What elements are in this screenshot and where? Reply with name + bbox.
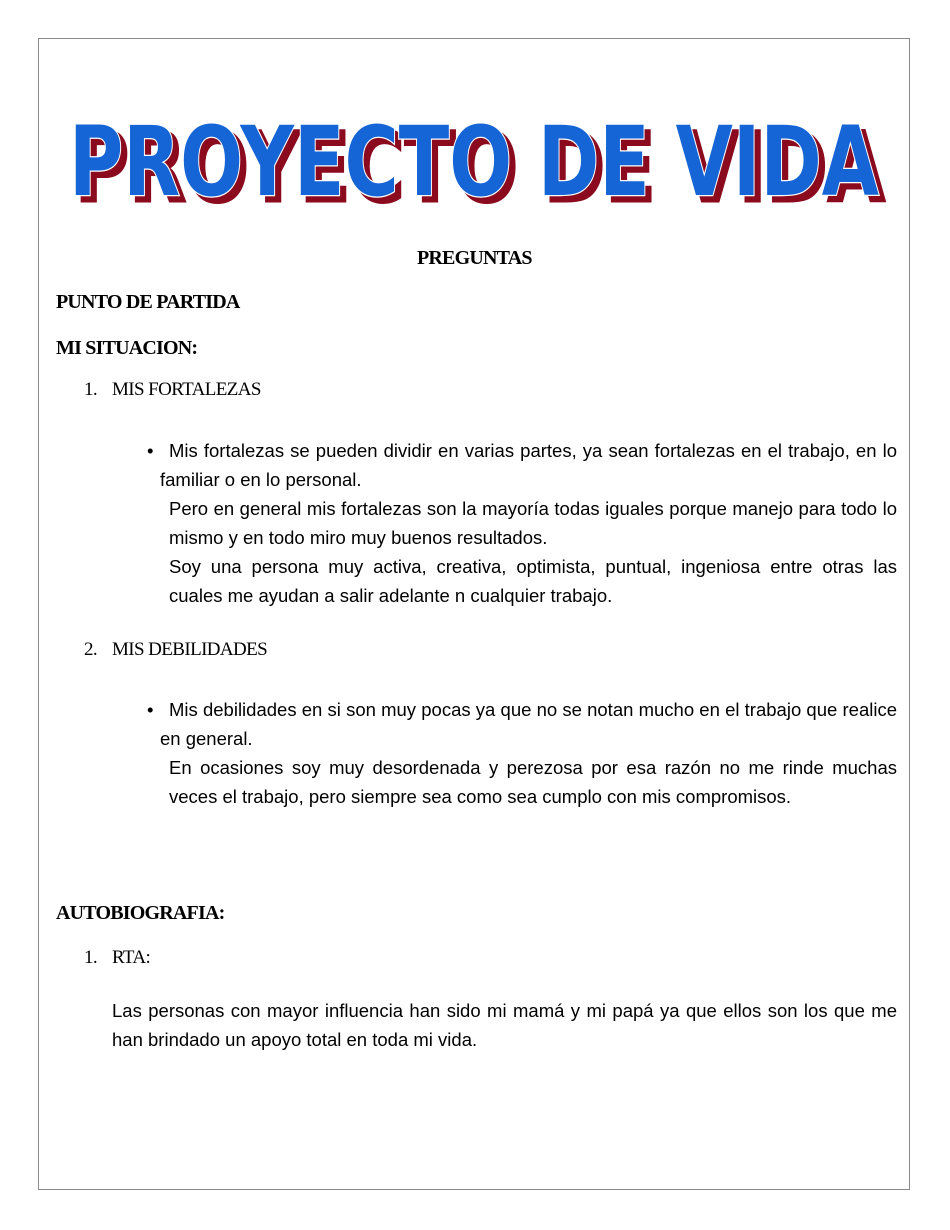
- heading-punto-de-partida: PUNTO DE PARTIDA: [56, 291, 240, 313]
- list-label: MIS DEBILIDADES: [112, 639, 268, 660]
- list-label: MIS FORTALEZAS: [112, 379, 261, 400]
- document-page: [38, 38, 910, 1190]
- bullet-dot: •: [147, 440, 154, 461]
- list-label: RTA:: [112, 947, 151, 968]
- heading-autobiografia: AUTOBIOGRAFIA:: [56, 902, 225, 924]
- paragraph: Mis debilidades en si son muy pocas ya que no se notan mucho en el trabajo que realice en general.: [160, 699, 897, 749]
- heading-mi-situacion: MI SITUACION:: [56, 337, 198, 359]
- list-number: 1.: [84, 379, 98, 400]
- bullet-dot: •: [147, 699, 154, 720]
- list-number: 1.: [84, 947, 98, 968]
- section-title: PREGUNTAS: [417, 247, 532, 269]
- paragraph: En ocasiones soy muy desordenada y perezosa por esa razón no me rinde muchas veces el trabajo, pero siempre sea como sea cumplo con mis compromisos.: [169, 757, 897, 807]
- list-item-fortalezas: [84, 379, 261, 401]
- paragraph: Soy una persona muy activa, creativa, optimista, puntual, ingeniosa entre otras las cuales me ayudan a salir adelante n cualquier trabajo.: [169, 556, 897, 606]
- bullet-debilidades: [147, 695, 897, 811]
- list-number: 2.: [84, 639, 98, 660]
- bullet-fortalezas: [147, 436, 897, 610]
- paragraph: Mis fortalezas se pueden dividir en varias partes, ya sean fortalezas en el trabajo, en lo familiar o en lo personal.: [160, 440, 897, 490]
- list-item-debilidades: [84, 639, 267, 661]
- paragraph: Pero en general mis fortalezas son la mayoría todas iguales porque manejo para todo lo mismo y en todo miro muy buenos resultados.: [169, 498, 897, 548]
- title-wordart: [49, 49, 901, 239]
- list-item-rta: [84, 947, 150, 969]
- title-shadow: PROYECTO DE VIDA: [75, 112, 885, 224]
- paragraph-rta: Las personas con mayor influencia han sido mi mamá y mi papá ya que ellos son los que me han brindado un apoyo total en toda mi vida.: [112, 1000, 897, 1050]
- page-title: PROYECTO DE VIDA: [69, 106, 879, 218]
